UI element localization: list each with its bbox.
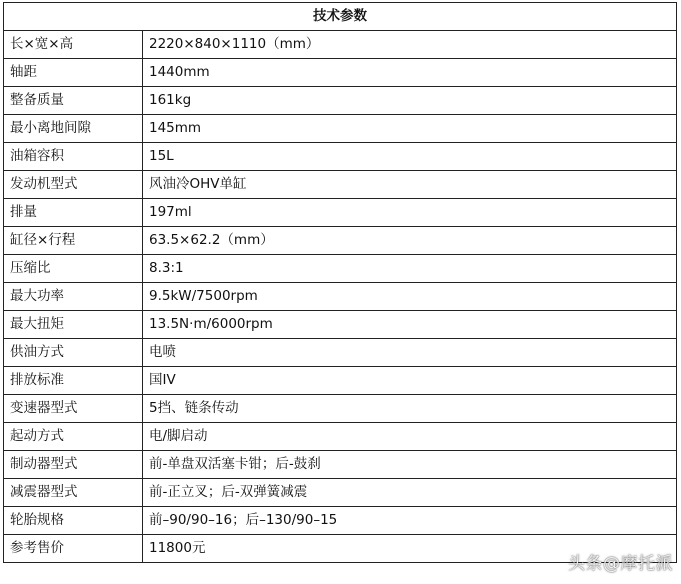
table-row	[4, 171, 677, 199]
param-value: 国IV	[143, 367, 677, 395]
watermark: 头条@摩托派	[568, 554, 673, 574]
table-body	[4, 31, 677, 563]
table-row	[4, 59, 677, 87]
param-value: 9.5kW/7500rpm	[143, 283, 677, 311]
param-label: 起动方式	[4, 423, 143, 451]
param-label: 发动机型式	[4, 171, 143, 199]
param-value: 前-正立叉；后-双弹簧减震	[143, 479, 677, 507]
param-label: 排量	[4, 199, 143, 227]
param-value: 电/脚启动	[143, 423, 677, 451]
table-row	[4, 199, 677, 227]
param-value: 前-单盘双活塞卡钳；后-鼓刹	[143, 451, 677, 479]
table-row	[4, 115, 677, 143]
param-label: 压缩比	[4, 255, 143, 283]
param-label: 排放标准	[4, 367, 143, 395]
param-value: 145mm	[143, 115, 677, 143]
table-row	[4, 367, 677, 395]
param-label: 轴距	[4, 59, 143, 87]
param-label: 变速器型式	[4, 395, 143, 423]
param-label: 最大功率	[4, 283, 143, 311]
param-value: 风油冷OHV单缸	[143, 171, 677, 199]
param-value: 15L	[143, 143, 677, 171]
table-row	[4, 451, 677, 479]
table-row	[4, 423, 677, 451]
table-title: 技术参数	[4, 3, 677, 31]
param-value: 2220×840×1110（mm）	[143, 31, 677, 59]
param-label: 最大扭矩	[4, 311, 143, 339]
param-value: 电喷	[143, 339, 677, 367]
param-value: 11800元	[143, 535, 677, 563]
table-row	[4, 479, 677, 507]
param-label: 参考售价	[4, 535, 143, 563]
table-row	[4, 143, 677, 171]
table-row	[4, 283, 677, 311]
param-label: 最小离地间隙	[4, 115, 143, 143]
param-value: 161kg	[143, 87, 677, 115]
param-label: 供油方式	[4, 339, 143, 367]
table-row	[4, 395, 677, 423]
spec-table	[3, 2, 677, 563]
param-value: 5挡、链条传动	[143, 395, 677, 423]
param-value: 197ml	[143, 199, 677, 227]
table-row	[4, 311, 677, 339]
param-value: 前–90/90–16；后–130/90–15	[143, 507, 677, 535]
param-value: 1440mm	[143, 59, 677, 87]
table-row	[4, 87, 677, 115]
param-value: 13.5N·m/6000rpm	[143, 311, 677, 339]
param-label: 减震器型式	[4, 479, 143, 507]
table-row	[4, 255, 677, 283]
param-label: 整备质量	[4, 87, 143, 115]
param-label: 油箱容积	[4, 143, 143, 171]
table-title-row	[4, 3, 677, 31]
param-label: 轮胎规格	[4, 507, 143, 535]
param-value: 63.5×62.2（mm）	[143, 227, 677, 255]
param-value: 8.3:1	[143, 255, 677, 283]
param-label: 长×宽×高	[4, 31, 143, 59]
table-row	[4, 227, 677, 255]
param-label: 缸径×行程	[4, 227, 143, 255]
table-row	[4, 507, 677, 535]
param-label: 制动器型式	[4, 451, 143, 479]
table-row	[4, 339, 677, 367]
table-row	[4, 31, 677, 59]
